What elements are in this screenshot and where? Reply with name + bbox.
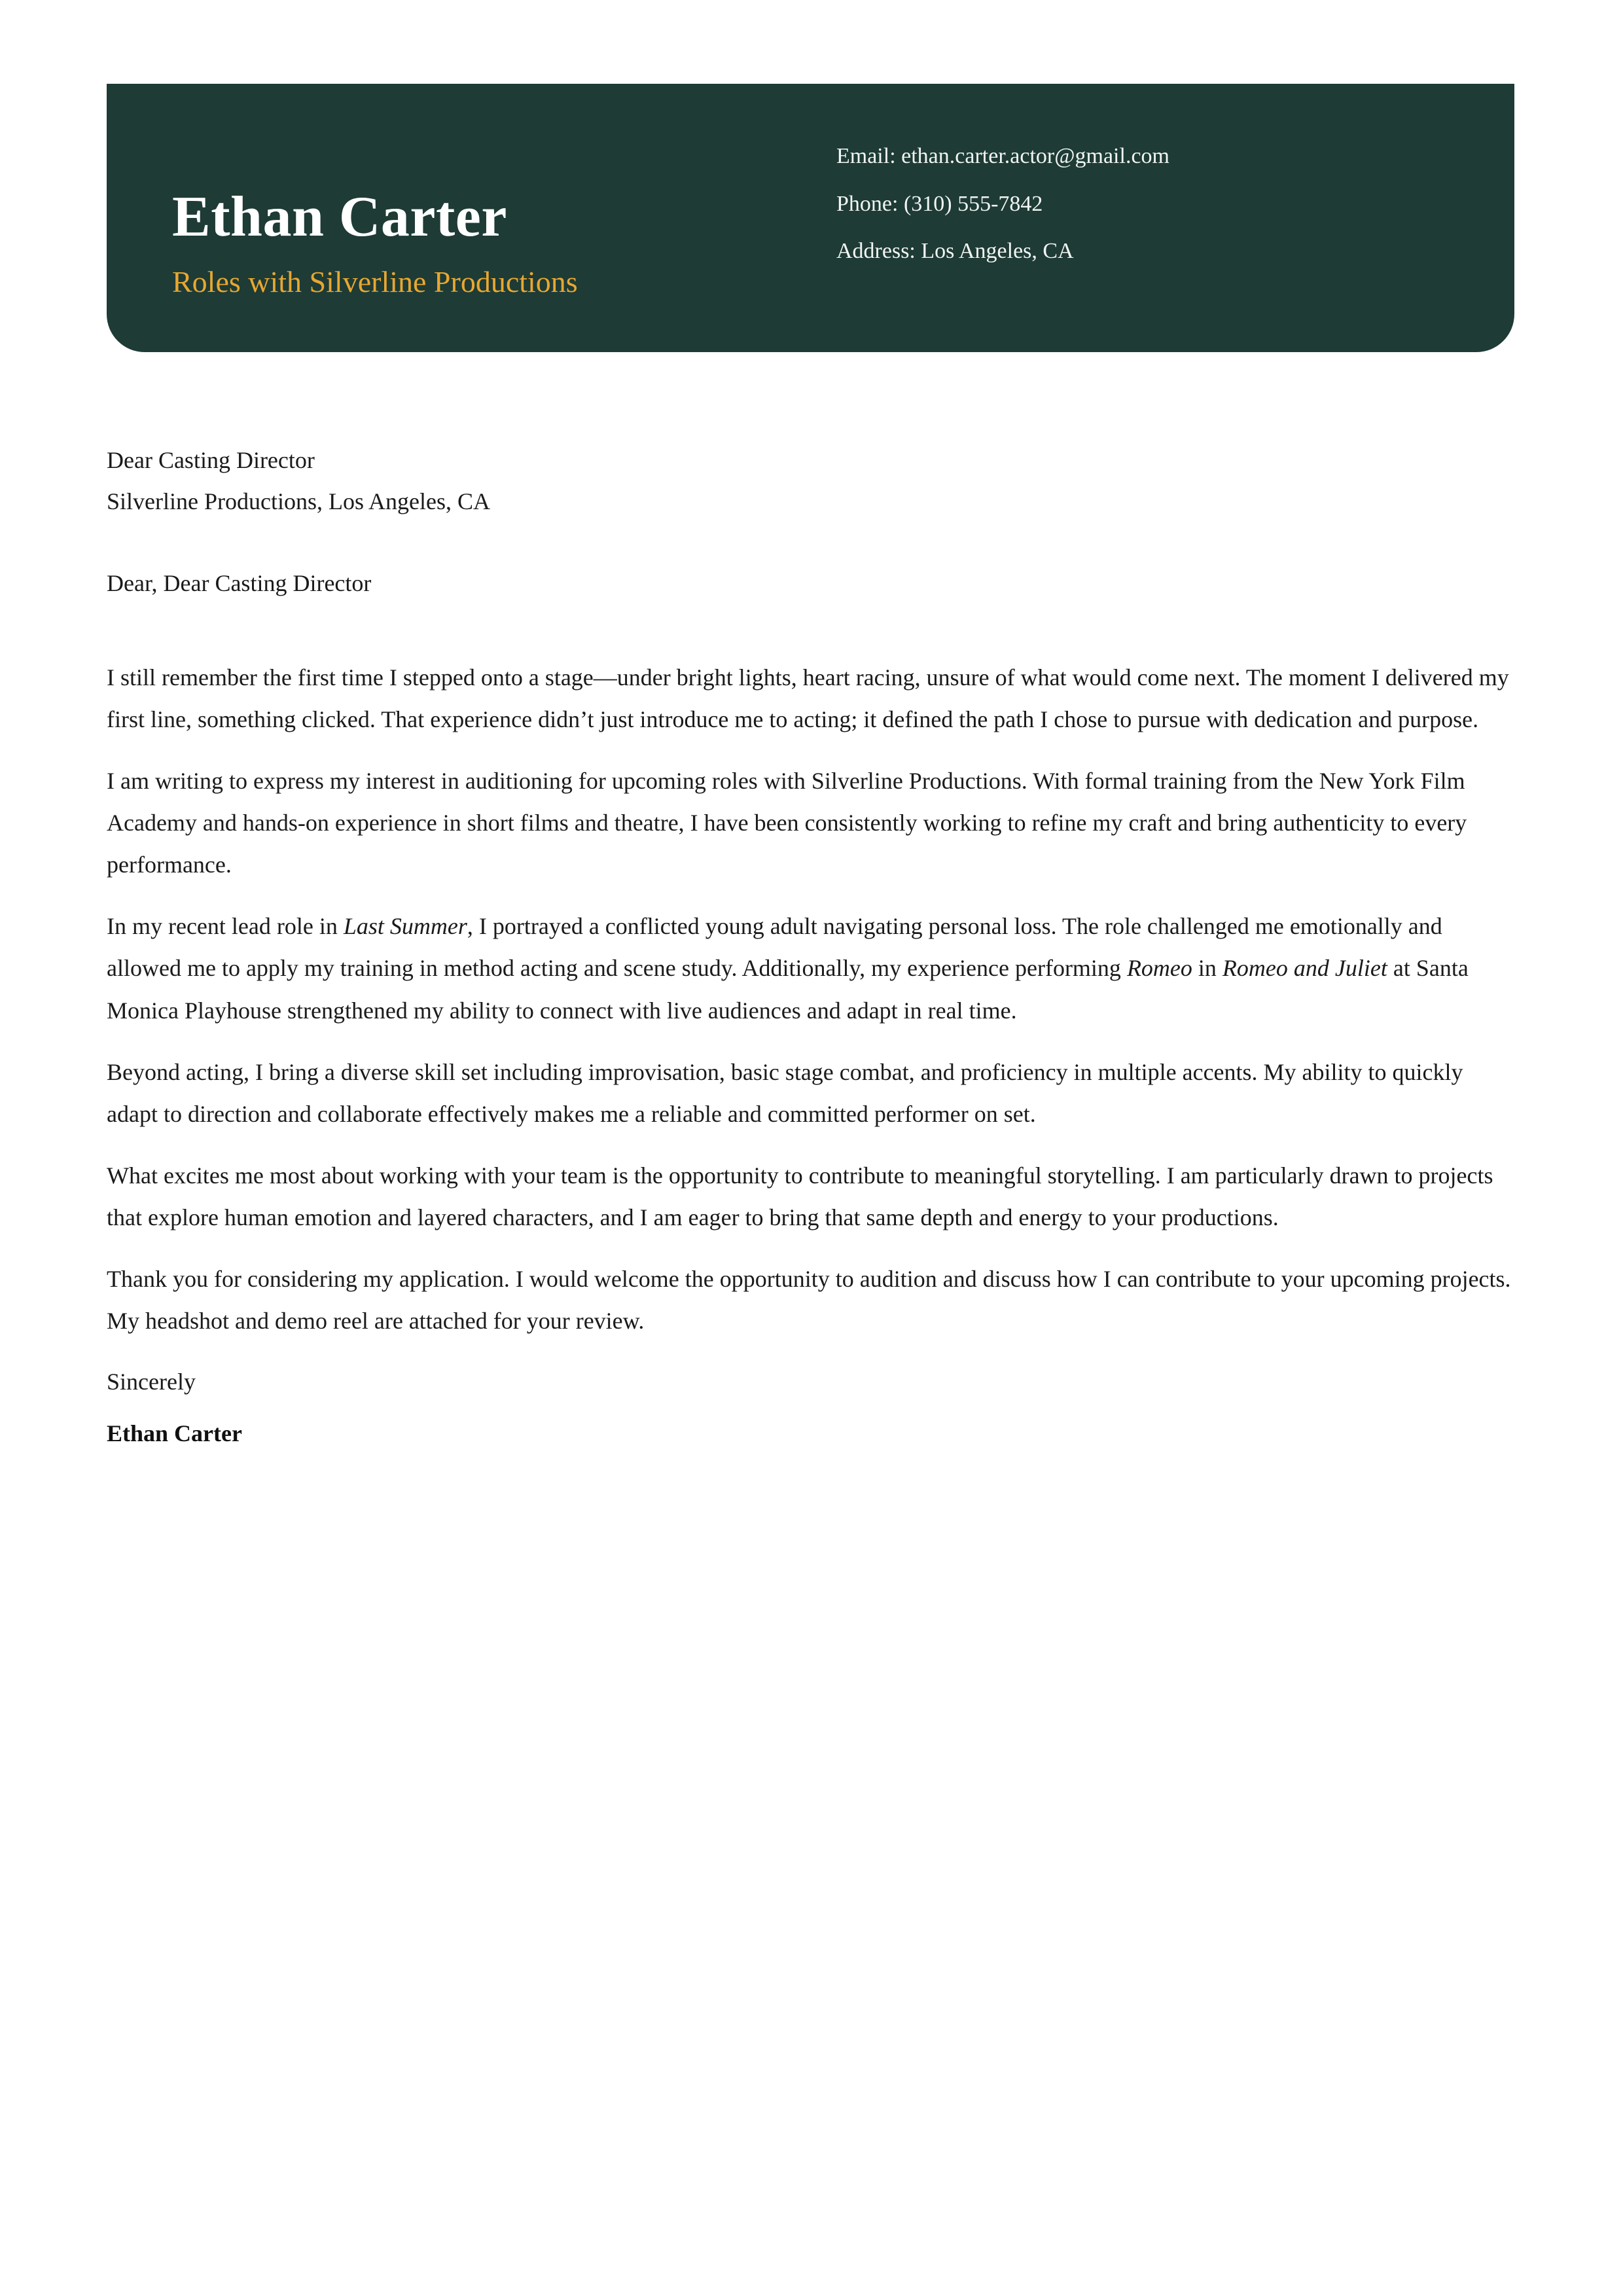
text-run: at Santa Monica Playhouse strengthened my ability to connect with live audiences and adapt in real time. [107,955,1469,1024]
header-subtitle: Roles with Silverline Productions [172,265,578,298]
recipient-name: Dear Casting Director [107,447,315,473]
italic-title: Romeo and Juliet [1222,955,1387,982]
paragraph-motivation [107,1155,1514,1238]
recipient-address: Silverline Productions, Los Angeles, CA [107,488,490,514]
italic-title: Last Summer [343,913,467,940]
contact-phone: Phone: (310) 555-7842 [836,191,1043,216]
header-banner [107,84,1514,352]
paragraph-skills [107,1051,1514,1135]
text-run: , I portrayed a conflicted young adult navigating personal loss. The role challenged me emotionally and allowed me to apply my training in method acting and scene study. Additionally, my experience performing [107,913,1442,982]
paragraph-recent-roles [107,905,1514,1031]
contact-email: Email: ethan.carter.actor@gmail.com [836,144,1169,168]
text-run: I still remember the first time I stepped onto a stage—under bright lights, heart racing, unsure of what would come next. The moment I delivered my first line, something clicked. That experience didn’t just introduce me to acting; it defined the path I chose to pursue with dedication and purpose. [107,664,1509,733]
contact-info-block [836,84,1169,266]
recipient-block [107,440,1514,522]
text-run: What excites me most about working with your team is the opportunity to contribute to meaningful storytelling. I am particularly drawn to projects that explore human emotion and layered characters, and I am eager to bring that same depth and energy to your productions. [107,1162,1493,1230]
italic-title: Romeo [1126,955,1192,982]
text-run: in [1192,955,1222,982]
paragraph-interest-and-training [107,760,1514,886]
salutation: Dear, Dear Casting Director [107,570,372,596]
paragraph-intro-anecdote [107,656,1514,740]
paragraph-closing-request [107,1258,1514,1342]
text-run: Thank you for considering my application. I would welcome the opportunity to audition and discuss how I can contribute to your upcoming projects. My headshot and demo reel are attached for your review. [107,1265,1511,1335]
text-run: In my recent lead role in [107,913,344,940]
signature-name: Ethan Carter [107,1420,242,1447]
contact-address: Address: Los Angeles, CA [836,239,1074,263]
applicant-name: Ethan Carter [172,185,507,249]
letter-body [107,440,1514,1454]
text-run: Beyond acting, I bring a diverse skill set including improvisation, basic stage combat, and proficiency in multiple accents. My ability to quickly adapt to direction and collaborate effectively makes me a reliable and committed performer on set. [107,1058,1463,1127]
paragraph-list [107,656,1514,1342]
closing-salutation: Sincerely [107,1369,196,1395]
header-identity-block [107,84,836,297]
text-run: I am writing to express my interest in auditioning for upcoming roles with Silverline Productions. With formal training from the New York Film Academy and hands-on experience in short films and theatre, I have been consistently working to refine my craft and bring authenticity to every performance. [107,768,1467,878]
